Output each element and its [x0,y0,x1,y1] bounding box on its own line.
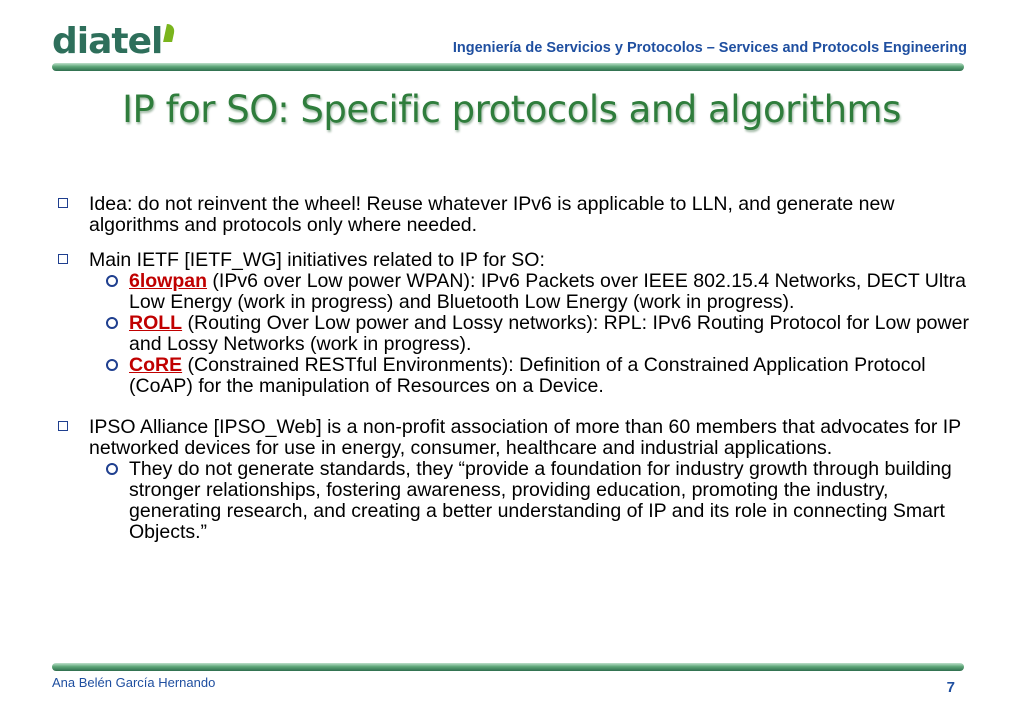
square-bullet-icon [58,254,68,264]
circle-bullet-icon [106,359,118,371]
bullet-text: IPSO Alliance [IPSO_Web] is a non-profit association of more than 60 members that advocates for IP networked devices for use in energy, consumer, healthcare and industrial applications. [89,416,961,459]
slide-title: IP for SO: Specific protocols and algorithms [122,88,901,131]
sub-bullet-roll [56,313,971,355]
sub-bullet-core [56,355,971,397]
bullet-text: Main IETF [IETF_WG] initiatives related to IP for SO: [89,249,545,271]
sub-bullet-text: (IPv6 over Low power WPAN): IPv6 Packets over IEEE 802.15.4 Networks, DECT Ultra Low Energy (work in progress) and Bluetooth Low Energy (work in progress). [129,270,966,313]
square-bullet-icon [58,198,68,208]
bullet-text: Idea: do not reinvent the wheel! Reuse whatever IPv6 is applicable to LLN, and generate new algorithms and protocols only where needed. [89,193,895,236]
sub-bullet-text: (Constrained RESTful Environments): Definition of a Constrained Application Protocol (CoAP) for the manipulation of Resources on a Device. [129,354,926,397]
logo-leaf-icon [163,24,176,42]
page-number: 7 [946,679,955,696]
sub-bullet-text: They do not generate standards, they “provide a foundation for industry growth through building stronger relationships, fostering awareness, providing education, promoting the industry, generating research, and creating a better understanding of IP and its role in connecting Smart Objects.” [129,458,952,543]
circle-bullet-icon [106,275,118,287]
circle-bullet-icon [106,463,118,475]
footer-author: Ana Belén García Hernando [52,675,216,690]
sub-bullet-6lowpan [56,271,971,313]
square-bullet-icon [58,421,68,431]
link-roll[interactable]: ROLL [129,312,183,334]
bullet-ipso [56,417,971,543]
bullet-ietf [56,250,971,397]
header-divider [52,63,964,71]
sub-bullet-ipso [56,459,971,543]
footer-divider [52,663,964,671]
circle-bullet-icon [106,317,118,329]
diatel-logo [52,22,174,62]
slide-content [56,194,971,543]
sub-bullet-text: (Routing Over Low power and Lossy networks): RPL: IPv6 Routing Protocol for Low power and Lossy Networks (work in progress). [129,312,969,355]
bullet-idea [56,194,971,236]
header-subtitle: Ingeniería de Servicios y Protocolos – Services and Protocols Engineering [452,40,967,56]
link-6lowpan[interactable]: 6lowpan [129,270,208,292]
link-core[interactable]: CoRE [129,354,183,376]
logo-text: diatel [52,21,163,62]
